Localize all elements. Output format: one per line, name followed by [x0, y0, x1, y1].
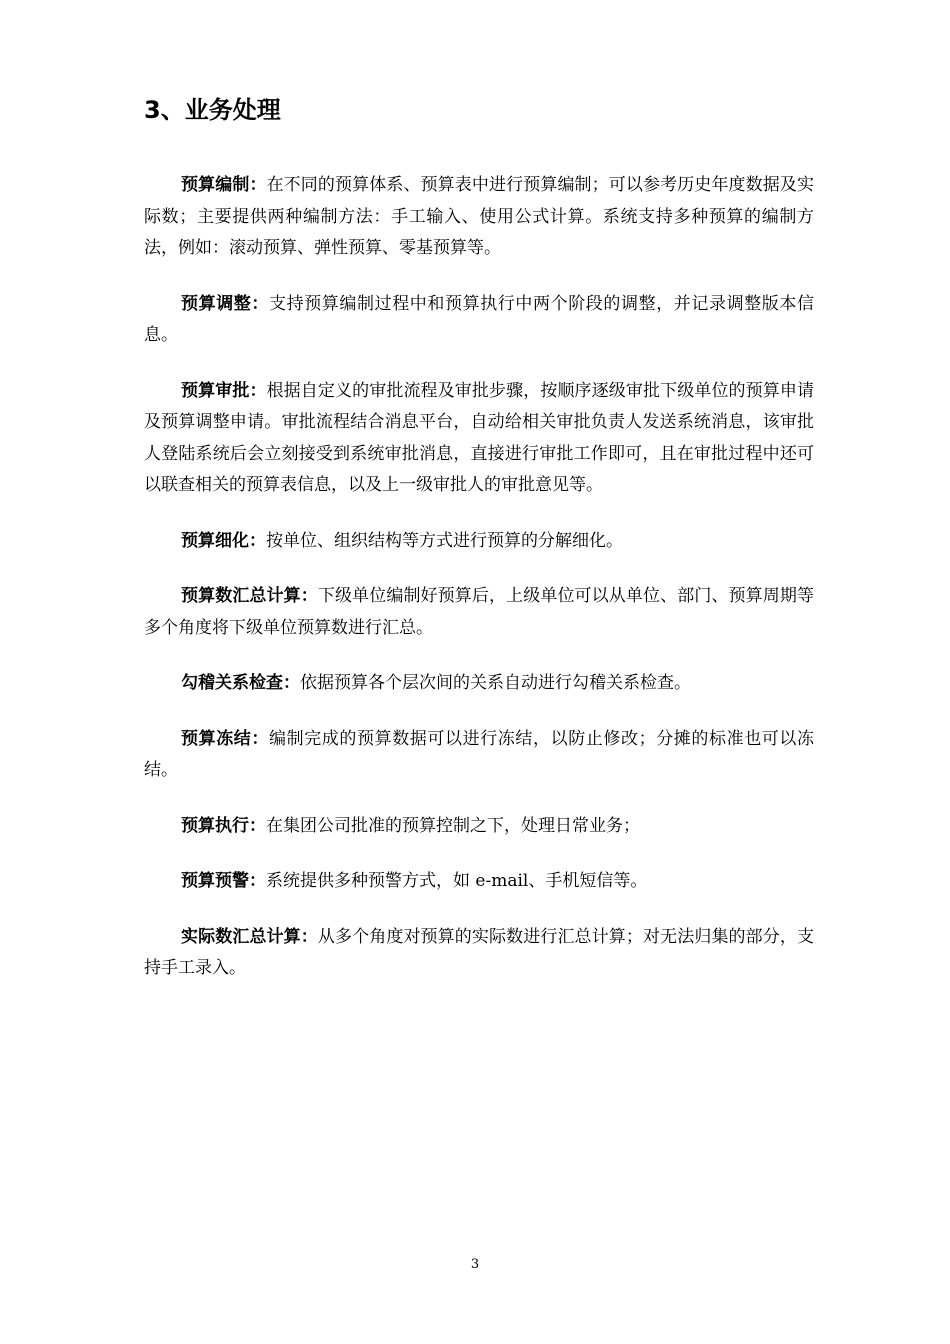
- paragraph-text: 从多个角度对预算的实际数进行汇总计算；对无法归集的部分，支持手工录入。: [144, 926, 815, 978]
- paragraph-term: 预算预警：: [181, 871, 266, 891]
- paragraph-actual-aggregation: [144, 922, 814, 985]
- paragraph-text: 在集团公司批准的预算控制之下，处理日常业务；: [266, 815, 640, 836]
- paragraph-text: 在不同的预算体系、预算表中进行预算编制；可以参考历史年度数据及实际数；主要提供两种编制方法：手工输入、使用公式计算。系统支持多种预算的编制方法，例如：滚动预算、弹性预算、零基预算等。: [144, 175, 815, 258]
- paragraph-text: 根据自定义的审批流程及审批步骤，按顺序逐级审批下级单位的预算申请及预算调整申请。审批流程结合消息平台，自动给相关审批负责人发送系统消息，该审批人登陆系统后会立刻接受到系统审批消息，直接进行审批工作即可，且在审批过程中还可以联查相关的预算表信息，以及上一级审批人的审批意见等。: [144, 380, 815, 495]
- paragraph-term: 预算执行：: [181, 815, 266, 836]
- paragraph-term: 预算细化：: [181, 530, 266, 551]
- paragraph-budget-refinement: [144, 526, 814, 558]
- paragraph-text: 按单位、组织结构等方式进行预算的分解细化。: [266, 530, 623, 551]
- paragraph-budget-preparation: [144, 170, 814, 265]
- paragraph-reconciliation-check: [144, 668, 814, 700]
- paragraph-budget-approval: [144, 376, 814, 502]
- paragraph-term: 预算冻结：: [181, 728, 269, 749]
- paragraph-text: 编制完成的预算数据可以进行冻结，以防止修改；分摊的标准也可以冻结。: [144, 728, 814, 780]
- paragraph-budget-freeze: [144, 724, 814, 787]
- paragraph-text: 依据预算各个层次间的关系自动进行勾稽关系检查。: [300, 673, 691, 693]
- paragraph-budget-aggregation: [144, 581, 814, 644]
- paragraph-term: 预算编制：: [181, 175, 267, 195]
- page-number: 3: [470, 1257, 480, 1272]
- paragraph-text: 支持预算编制过程中和预算执行中两个阶段的调整，并记录调整版本信息。: [144, 293, 814, 345]
- paragraph-budget-execution: [144, 811, 814, 843]
- paragraph-term: 预算调整：: [181, 293, 269, 314]
- section-body: [144, 170, 814, 1009]
- paragraph-text: 系统提供多种预警方式，如 e-mail、手机短信等。: [266, 871, 648, 891]
- paragraph-term: 实际数汇总计算：: [181, 926, 318, 947]
- paragraph-budget-alert: [144, 866, 814, 898]
- paragraph-term: 勾稽关系检查：: [181, 673, 300, 693]
- paragraph-text: 下级单位编制好预算后，上级单位可以从单位、部门、预算周期等多个角度将下级单位预算数进行汇总。: [144, 586, 815, 638]
- paragraph-term: 预算审批：: [181, 380, 267, 401]
- paragraph-budget-adjustment: [144, 289, 814, 352]
- section-heading: 3、业务处理: [144, 96, 281, 124]
- paragraph-term: 预算数汇总计算：: [181, 586, 318, 606]
